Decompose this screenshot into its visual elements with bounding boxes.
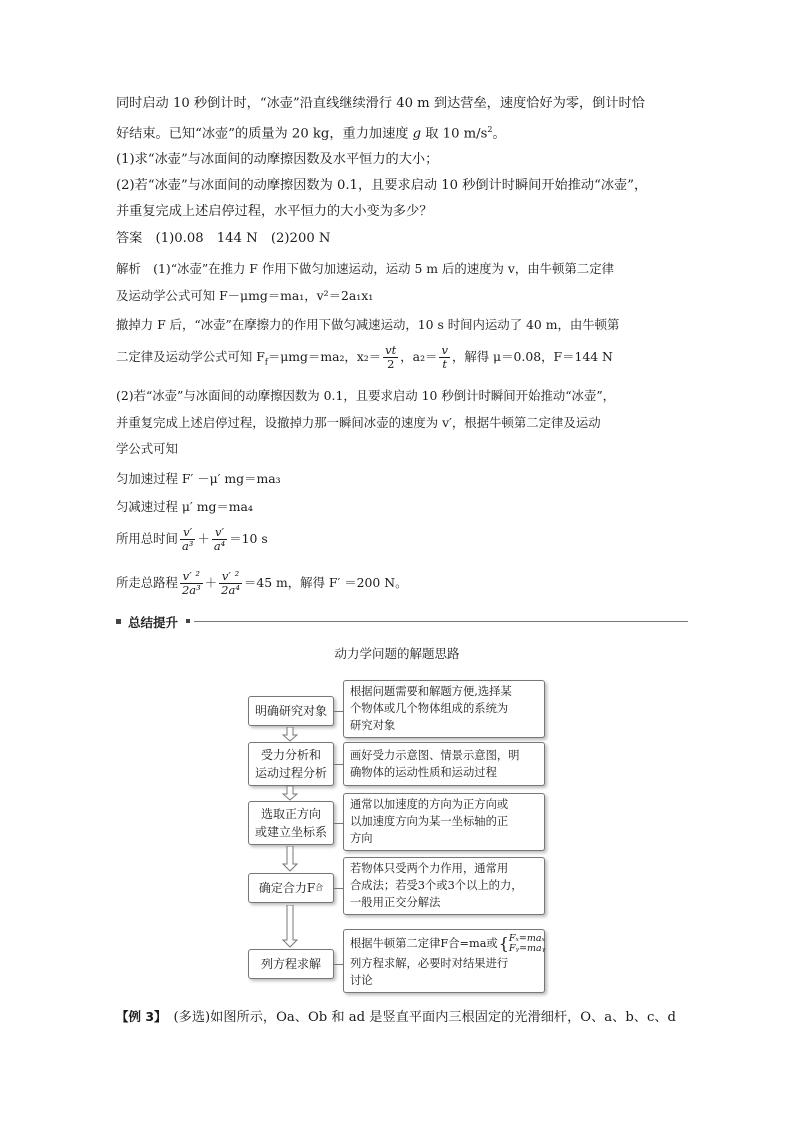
example-text: (多选)如图所示，Oa、Ob 和 ad 是竖直平面内三根固定的光滑细杆，O、a、b、c、d [160,1010,676,1025]
question-2-line-2: 并重复完成上述启停过程，水平恒力的大小变为多少？ [116,204,433,219]
down-arrow-icon [282,786,298,801]
fraction-v2-over-2a3: $\frac{\text{v′ ²}}{\text{2a³}}$ [181,569,201,597]
solution-line-2: 及运动学公式可知 F－μmg＝ma₁，v²＝2a₁x₁ [116,288,374,303]
down-arrow-icon [282,846,298,872]
example-3-line [116,1004,696,1031]
fraction-vt-over-2: $\frac{vt}{2}$ [385,343,397,371]
down-arrow-icon [282,727,298,742]
section-header [116,614,688,630]
solution-line-7: 学公式可知 [116,441,178,456]
flow-step-3-box: 选取正方向 或建立坐标系 [248,801,334,845]
fraction-v2-over-2a4: $\frac{\text{v′ ²}}{\text{2a⁴}}$ [221,569,240,597]
solution-line-5: (2)若“冰壶”与冰面间的动摩擦因数为 0.1，且要求启动 10 秒倒计时瞬间开始推动“冰壶”， [116,388,616,403]
solution-line-3: 撤掉力 F 后，“冰壶”在摩擦力的作用下做匀减速运动，10 s 时间内运动了 40 m，由牛顿第 [116,317,620,332]
fraction-v-over-a4: $\frac{v'}{\text{a⁴}}$ [213,525,226,553]
flow-step-3-desc: 通常以加速度的方向为正方向或 以加速度方向为某一坐标轴的正 方向 [343,793,545,851]
flow-step-5-box: 列方程求解 [248,949,334,979]
newton-second-law-line: 根据牛顿第二定律F合=ma或{ Fₓ=maₓ Fᵧ=maᵧ [350,933,546,954]
flow-step-2-box: 受力分析和 运动过程分析 [248,742,334,786]
flow-connector-3 [334,823,343,824]
section-label: 总结提升 [128,615,179,630]
solution-line-6: 并重复完成上述启停过程，设撤掉力那一瞬间冰壶的速度为 v′，根据牛顿第二定律及运动 [116,415,601,430]
square-bullet-icon [116,619,121,624]
solution-line-4: 二定律及运动学公式可知 $F_f=\mu mg=ma_2$，x₂＝ $\frac{vt}{2}$ ，a₂＝ $\frac{v}{t}$ ，解得 μ＝0.08，F＝144 N [116,343,613,371]
brace-glyph: { [498,934,509,953]
brace-content: Fₓ=maₓ Fᵧ=maᵧ [508,933,546,954]
problem-line-1: 同时启动 10 秒倒计时，“冰壶”沿直线继续滑行 40 m 到达营垒，速度恰好为零，倒计时恰 [116,96,645,111]
section-divider [194,621,688,622]
fraction-v-over-t: $\frac{v}{t}$ [441,343,448,371]
solution-line-11: 所走总路程 $\frac{\text{v′ ²}}{\text{2a³}}$ ＋ $\frac{\text{v′ ²}}{\text{2a⁴}}$ ＝45 m，解得 F′ ＝200 N。 [116,569,408,597]
dot-icon [186,619,190,623]
flow-step-4-box: 确定合力F 合 [248,873,334,903]
flow-step-1-box: 明确研究对象 [248,696,334,726]
question-1: (1)求“冰壶”与冰面间的动摩擦因数及水平恒力的大小； [116,152,439,167]
solution-line-1: 解析 (1)“冰壶”在推力 F 作用下做匀加速运动，运动 5 m 后的速度为 v，由牛顿第二定律 [116,261,614,276]
flow-connector-2 [334,764,343,765]
solution-line-9: 匀减速过程 μ′ mg＝ma₄ [116,499,253,514]
down-arrow-icon [282,905,298,948]
flow-step-2-desc: 画好受力示意图、情景示意图，明 确物体的运动性质和运动过程 [343,742,545,786]
fraction-v-over-a3: $\frac{v'}{\text{a³}}$ [181,525,194,553]
question-2-line-1: (2)若“冰壶”与冰面间的动摩擦因数为 0.1，且要求启动 10 秒倒计时瞬间开始推动“冰壶”， [116,178,648,193]
flow-connector-4 [334,888,343,889]
solution-line-10: 所用总时间 $\frac{v'}{\text{a³}}$ ＋ $\frac{v'}{\text{a⁴}}$ ＝10 s [116,525,268,553]
answer-line: 答案 (1)0.08 144 N (2)200 N [116,231,331,246]
flow-connector-1 [334,711,343,712]
flow-connector-5 [334,964,343,965]
solution-line-8: 匀加速过程 F′ －μ′ mg＝ma₃ [116,471,281,486]
flowchart-title: 动力学问题的解题思路 [334,646,460,661]
flow-step-4-desc: 若物体只受两个力作用，通常用 合成法；若受3个或3个以上的力， 一般用正交分解法 [343,857,545,915]
example-tag: 【例 3】 [116,1009,161,1024]
flow-step-1-desc: 根据问题需要和解题方便,选择某 个物体或几个物体组成的系统为 研究对象 [343,680,545,738]
problem-line-2: 好结束。已知“冰壶”的质量为 20 kg，重力加速度 g 取 10 $m/s^2$。 [116,125,506,142]
flow-step-5-desc: 根据牛顿第二定律F合=ma或{ Fₓ=maₓ Fᵧ=maᵧ 列方程求解，必要时对结果进行 讨论 [343,929,545,993]
